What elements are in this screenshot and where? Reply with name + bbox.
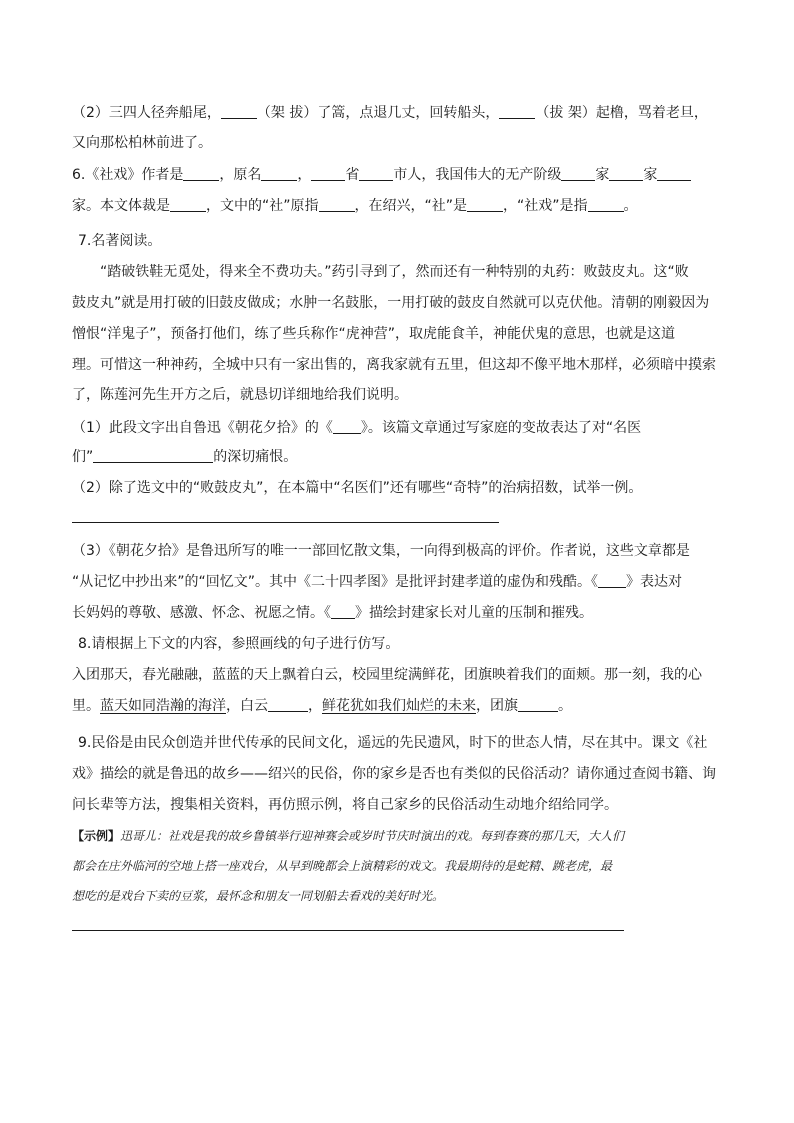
q6-line2 <box>72 196 638 216</box>
q7-sub1-text: （1）此段文字出自鲁迅《朝花夕拾》的《 <box>72 420 333 436</box>
q6-text: ，原名 <box>219 167 262 183</box>
q8-underlined-sentence: 鲜花犹如我们灿烂的未来 <box>322 698 476 714</box>
q7-passage-line: “踏破铁鞋无觅处，得来全不费功夫。”药引寻到了，然而还有一种特别的丸药：败鼓皮丸。这“败 <box>100 264 689 280</box>
answer-blank[interactable] <box>561 166 595 181</box>
q6-text: ， <box>297 167 312 183</box>
sample-text: 迅哥儿：社戏是我的故乡鲁镇举行迎神赛会或岁时节庆时演出的戏。每到春赛的那几天，大人们 <box>120 829 625 843</box>
answer-line[interactable] <box>72 522 499 523</box>
q8-text: ， <box>308 698 322 714</box>
q9-line3: 问长辈等方法，搜集相关资料，再仿照示例，将自己家乡的民俗活动生动地介绍给同学。 <box>72 797 618 813</box>
q6-text: 省 <box>345 167 360 183</box>
answer-blank[interactable] <box>609 166 643 181</box>
answer-blank[interactable] <box>588 197 624 212</box>
q6-text: ，在绍兴，“社”是 <box>354 198 468 214</box>
q7-sub3-text: 》描绘封建家长对儿童的压制和摧残。 <box>355 605 593 621</box>
q6-text: ，“社戏”是指 <box>503 198 588 214</box>
q9-sample-line1 <box>72 826 624 846</box>
answer-blank[interactable] <box>467 197 503 212</box>
q9-line1: 9.民俗是由民众创造并世代传承的民间文化，遥远的先民遗风，时下的世态人情，尽在其中。课文《社 <box>78 735 708 751</box>
q6-text: 。 <box>623 198 638 214</box>
answer-blank[interactable] <box>221 104 257 119</box>
q7-sub3-line3 <box>72 603 593 623</box>
q5-text-c: （拔 架）起橹，骂着老旦， <box>535 105 708 121</box>
q7-passage-line: 憎恨“洋鬼子”，预备打他们，练了些兵称作“虎神营”，取虎能食羊，神能伏鬼的意思，也就是这道 <box>72 326 676 342</box>
answer-blank[interactable] <box>268 697 308 712</box>
answer-blank[interactable] <box>333 419 361 434</box>
q6-text: 6.《社戏》作者是 <box>72 167 184 183</box>
answer-blank[interactable] <box>319 197 355 212</box>
q5-text-b: （架 拔）了篙，点退几丈，回转船头， <box>256 105 500 121</box>
answer-blank[interactable] <box>93 448 213 463</box>
q7-sub3-line2 <box>72 572 682 592</box>
q5-part2-line1 <box>72 103 708 123</box>
q7-sub1-text: 们” <box>72 449 94 465</box>
answer-blank[interactable] <box>657 166 691 181</box>
q5-part2-line2: 又向那松柏林前进了。 <box>72 135 212 151</box>
q6-line1 <box>72 165 691 185</box>
q7-passage-line: 鼓皮丸”就是用打破的旧鼓皮做成；水肿一名鼓胀，一用打破的鼓皮自然就可以克伏他。清朝的刚毅因为 <box>72 295 710 311</box>
q8-title: 8.请根据上下文的内容，参照画线的句子进行仿写。 <box>78 636 400 652</box>
q8-text: ，白云 <box>226 698 268 714</box>
q7-passage-line: 了，陈莲河先生开方之后，就恳切详细地给我们说明。 <box>72 387 408 403</box>
q7-sub1-line1 <box>72 418 641 438</box>
q8-line2 <box>72 696 572 716</box>
q6-text: ，文中的“社”原指 <box>206 198 319 214</box>
q7-title: 7.名著阅读。 <box>78 233 162 249</box>
q7-sub3-text: 长妈妈的尊敬、感激、怀念、祝愿之情。《 <box>72 605 331 621</box>
answer-blank[interactable] <box>598 573 626 588</box>
q6-text: 家 <box>595 167 610 183</box>
answer-blank[interactable] <box>261 166 297 181</box>
q6-text: 市人，我国伟大的无产阶级 <box>393 167 562 183</box>
q7-sub1-text: 》。该篇文章通过写家庭的变故表达了对“名医 <box>360 420 642 436</box>
answer-blank[interactable] <box>183 166 219 181</box>
q6-text: 家 <box>643 167 658 183</box>
q7-passage-line: 理。可惜这一种神药，全城中只有一家出售的，离我家就有五里，但这却不像平地木那样，必须暗中摸索 <box>72 357 716 373</box>
q7-sub1-text: 的深切痛恨。 <box>213 449 298 465</box>
answer-blank[interactable] <box>359 166 393 181</box>
answer-blank[interactable] <box>331 604 355 619</box>
sample-tag: 【示例】 <box>72 829 121 843</box>
q7-sub1-line2 <box>72 447 297 467</box>
q9-sample-line3: 想吃的是戏台下卖的豆浆，最怀念和朋友一同划船去看戏的美好时光。 <box>72 889 445 903</box>
q6-text: 家。本文体裁是 <box>72 198 170 214</box>
answer-blank[interactable] <box>499 104 535 119</box>
q7-sub3-text: “从记忆中抄出来”的“回忆文”。其中《二十四孝图》是批评封建孝道的虚伪和残酷。《 <box>72 574 599 590</box>
q9-line2: 戏》描绘的就是鲁迅的故乡——绍兴的民俗，你的家乡是否也有类似的民俗活动？请你通过查阅书籍、询 <box>72 766 716 782</box>
q5-text-a: （2）三四人径奔船尾， <box>72 105 221 121</box>
q8-underlined-sentence: 蓝天如同浩瀚的海洋 <box>100 698 226 714</box>
answer-blank[interactable] <box>311 166 345 181</box>
answer-blank[interactable] <box>170 197 206 212</box>
q9-sample-line2: 都会在庄外临河的空地上搭一座戏台，从早到晚都会上演精彩的戏文。我最期待的是蛇精、跳老虎，最 <box>72 859 613 873</box>
q7-sub3-text: 》表达对 <box>626 574 683 590</box>
q8-text: 。 <box>558 698 572 714</box>
q8-line1: 入团那天，春光融融，蓝蓝的天上飘着白云，校园里绽满鲜花，团旗映着我们的面颊。那一刻，我的心 <box>72 667 702 683</box>
q7-sub2: （2）除了选文中的“败鼓皮丸”，在本篇中“名医们”还有哪些“奇特”的治病招数，试举一例。 <box>72 480 643 496</box>
answer-blank[interactable] <box>518 697 558 712</box>
q8-text: ，团旗 <box>476 698 518 714</box>
answer-line[interactable] <box>72 930 624 931</box>
q7-sub3-line1: （3）《朝花夕拾》是鲁迅所写的唯一一部回忆散文集，一向得到极高的评价。作者说，这些文章都是 <box>72 543 690 559</box>
q8-text: 里。 <box>72 698 100 714</box>
